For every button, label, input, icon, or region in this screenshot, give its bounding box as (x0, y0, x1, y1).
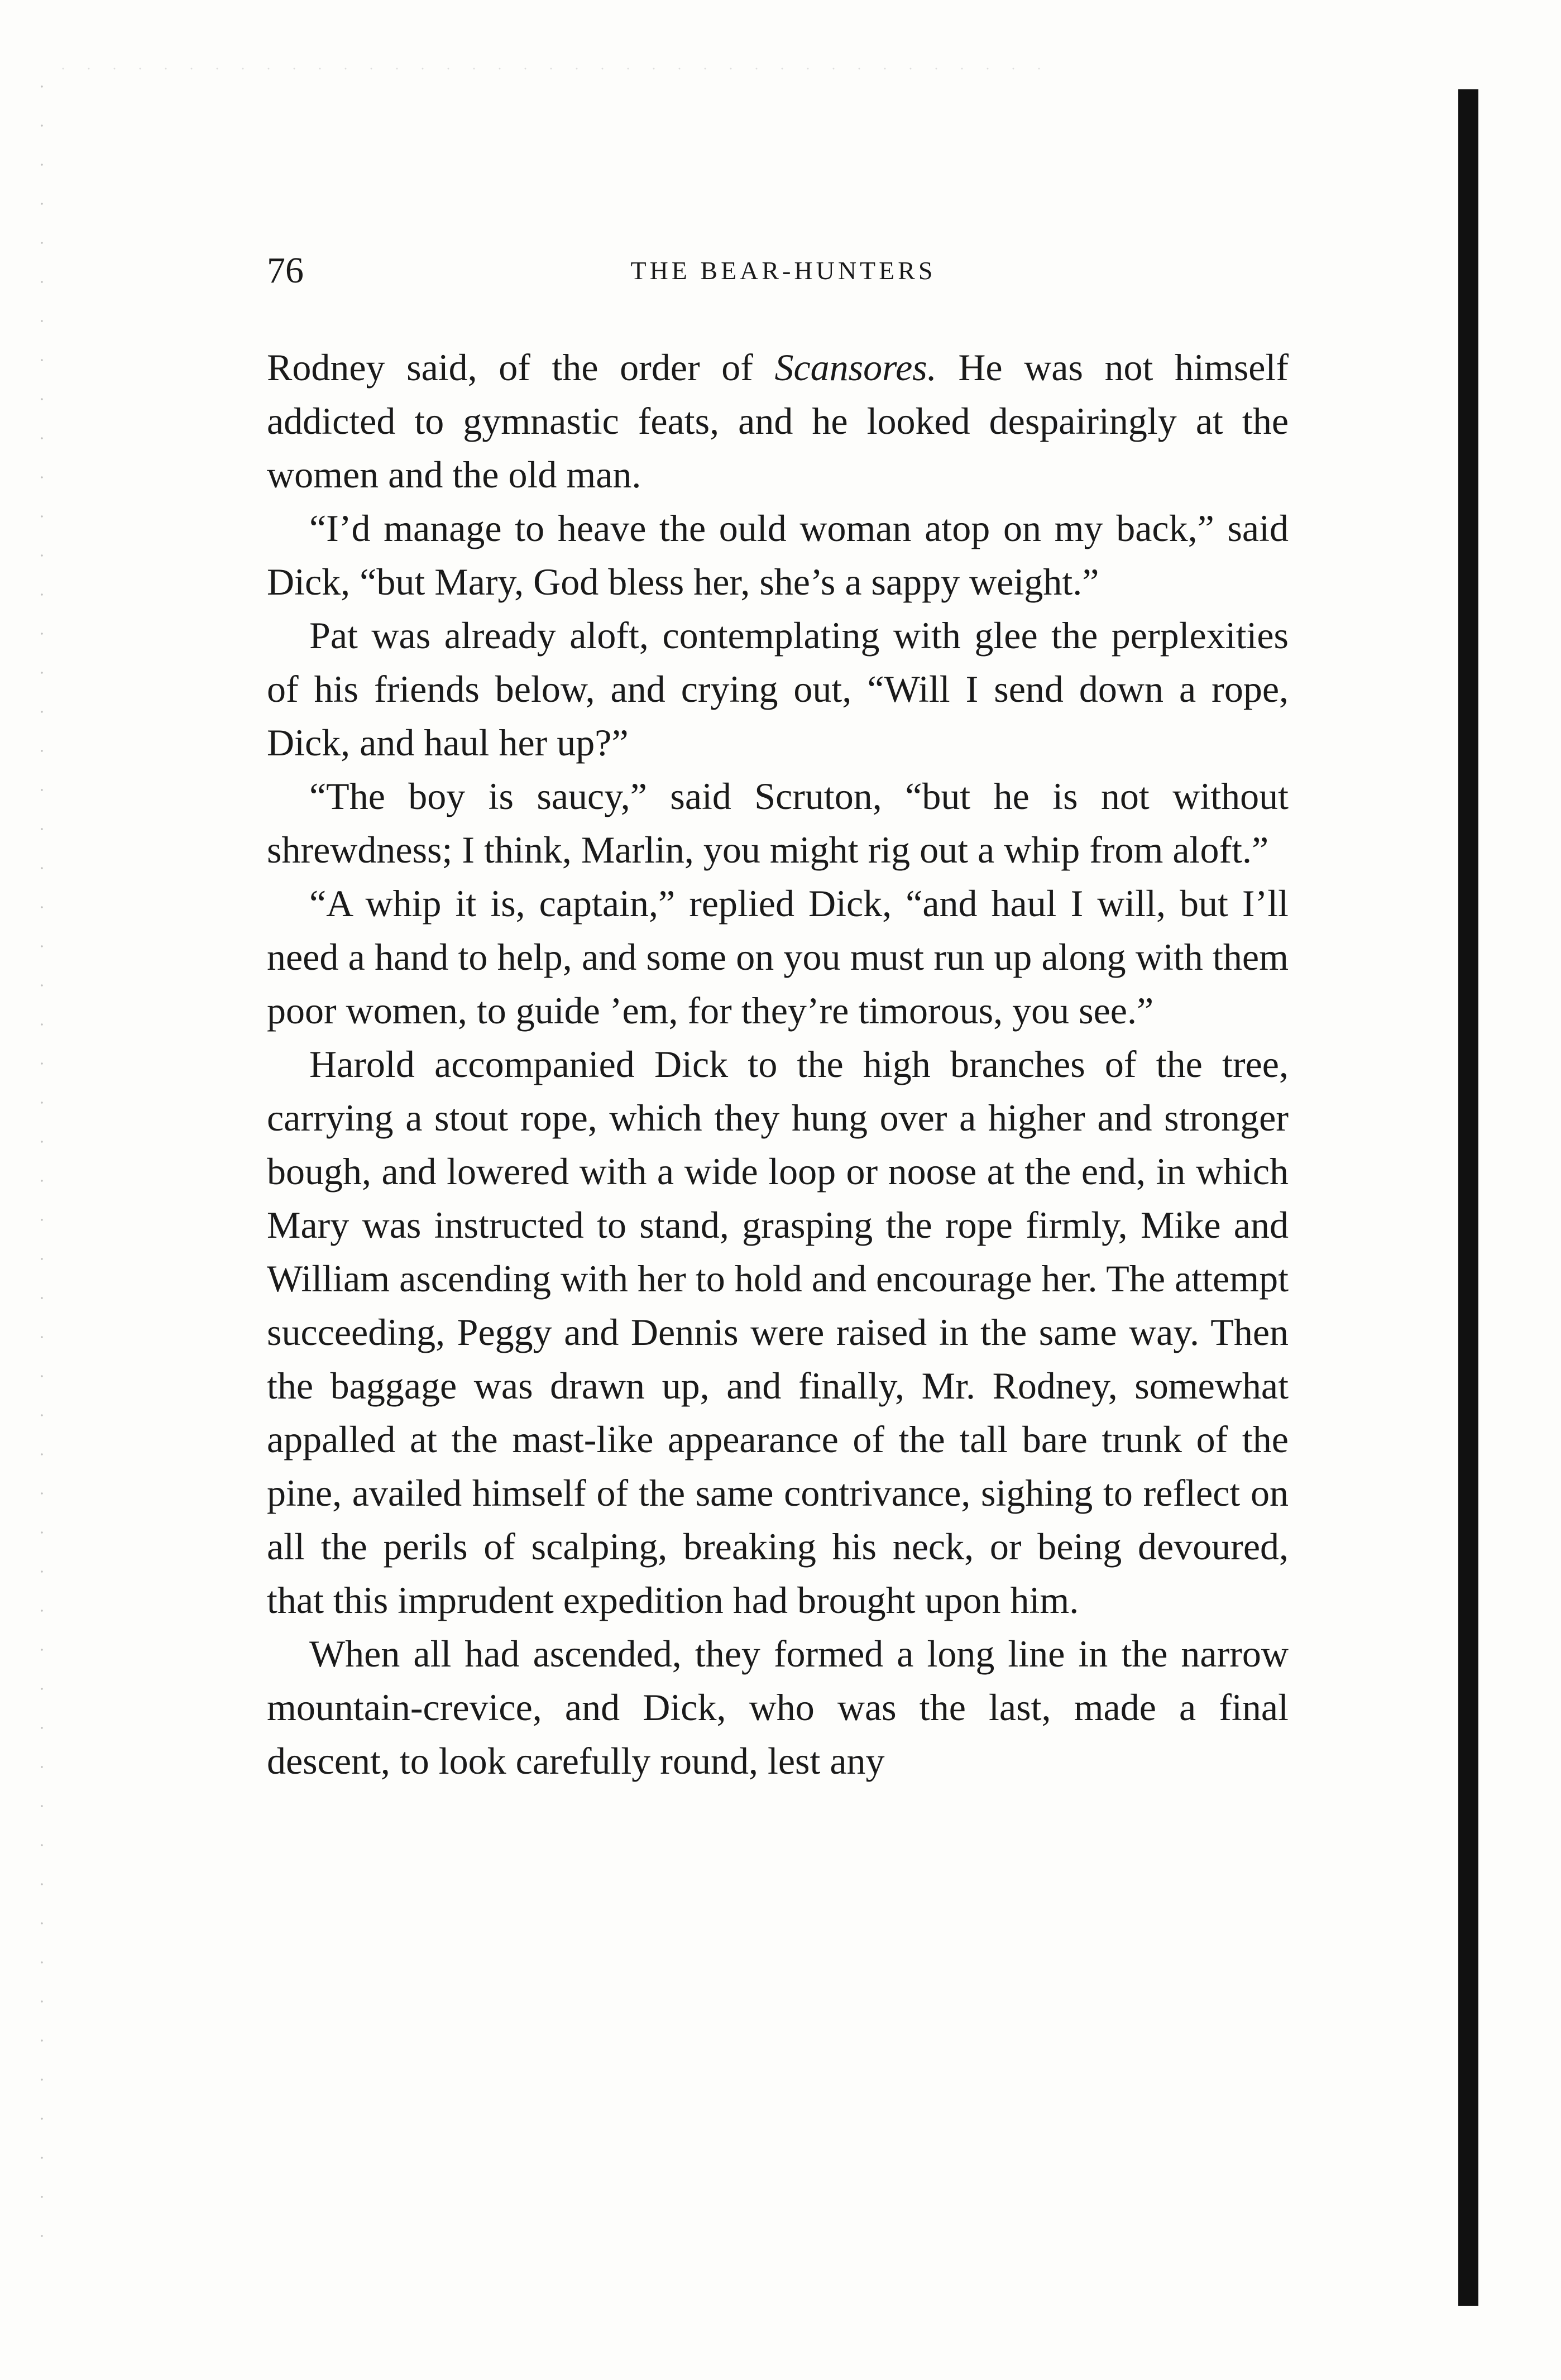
body-text (267, 341, 1289, 1788)
scan-artifact-top (50, 66, 1055, 71)
paragraph-1-italic: Scansores. (774, 346, 937, 389)
paragraph-6: Harold accompanied Dick to the high branches of the tree, carrying a stout rope, which they hung over a higher and stronger bough, and lowered with a wide loop or noose at the end, in which Mary was instructed to stand, grasping the rope firmly, Mike and William ascending with her to hold and encourage her. The attempt succeeding, Peggy and Dennis were raised in the same way. Then the baggage was drawn up, and finally, Mr. Rodney, somewhat appalled at the mast-like appearance of the tall bare trunk of the pine, availed himself of the same contrivance, sighing to reflect on all the perils of scalping, breaking his neck, or being devoured, that this imprudent expedition had brought upon him. (267, 1043, 1289, 1621)
paragraph-2: “I’d manage to heave the ould woman atop on my back,” said Dick, “but Mary, God bless her, she’s a sappy weight.” (267, 507, 1289, 603)
page-header (267, 246, 1300, 296)
paragraph-4: “The boy is saucy,” said Scruton, “but he is not without shrewdness; I think, Marlin, you might rig out a whip from aloft.” (267, 775, 1289, 871)
running-title: THE BEAR-HUNTERS (630, 256, 936, 285)
page-number: 76 (267, 250, 304, 291)
page-edge-shadow (1458, 89, 1478, 2306)
paragraph-7: When all had ascended, they formed a long line in the narrow mountain-crevice, and Dick, who was the last, made a final descent, to look carefully round, lest any (267, 1632, 1289, 1782)
paragraph-1-text-before: Rodney said, of the order of (267, 346, 775, 389)
paragraph-1-text-after: He was not himself addicted to gymnastic feats, and he looked despairingly at the women and the old man. (267, 346, 1289, 496)
paragraph-1 (267, 341, 1289, 501)
scan-artifact-left (33, 67, 50, 2244)
paragraph-5: “A whip it is, captain,” replied Dick, “and haul I will, but I’ll need a hand to help, and some on you must run up along with them poor women, to guide ’em, for they’re timorous, you see.” (267, 882, 1289, 1032)
paragraph-3: Pat was already aloft, contemplating with glee the perplexities of his friends below, and crying out, “Will I send down a rope, Dick, and haul her up?” (267, 614, 1289, 764)
